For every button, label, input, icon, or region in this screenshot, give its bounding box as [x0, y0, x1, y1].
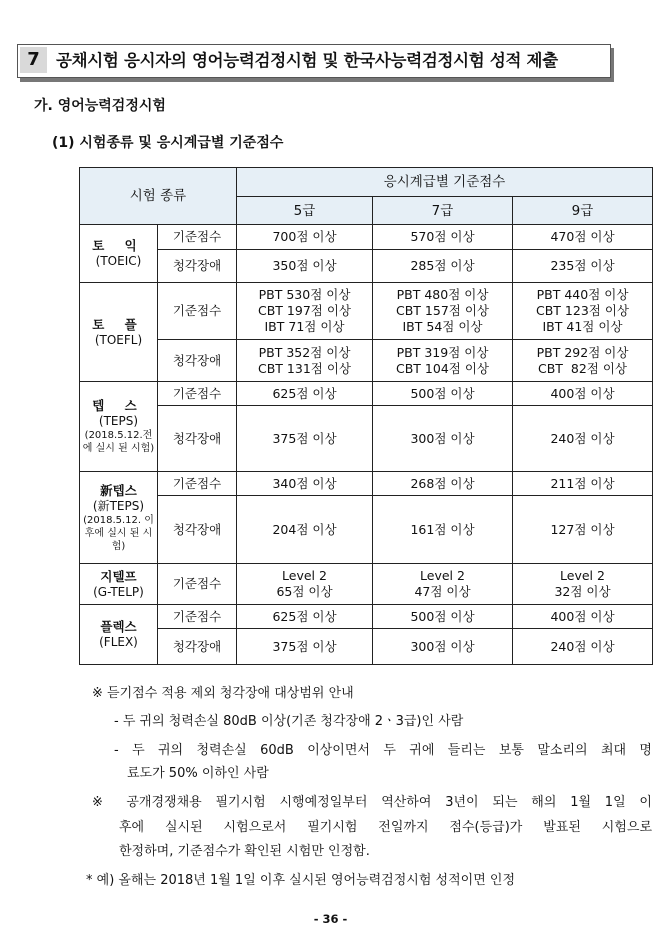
score-line: CBT 104점 이상 — [396, 360, 489, 376]
exam-teps — [80, 382, 158, 472]
note-hearing-item-2-line2: 료도가 50% 이하인 사람 — [127, 766, 269, 781]
exam-flex — [80, 605, 158, 665]
exam-sub: (TEPS) — [98, 414, 139, 428]
subsection-title: 가. 영어능력검정시험 — [34, 98, 166, 114]
score-table — [79, 167, 653, 665]
score-line: PBT 530점 이상 — [258, 287, 351, 302]
note-exam-validity-line1: ※ 공개경쟁채용 필기시험 시행예정일부터 역산하여 3년이 되는 해의 1월 1일 이 — [92, 795, 652, 810]
score-line: PBT 292점 이상 — [536, 344, 629, 360]
exam-toefl — [80, 283, 158, 382]
score-line: CBT 123점 이상 — [536, 303, 629, 318]
score-line: PBT 480점 이상 — [396, 287, 489, 302]
subsubsection-title: (1) 시험종류 및 응시계급별 기준점수 — [52, 135, 284, 151]
score-cell: 161점 이상 — [373, 496, 513, 564]
score-cell: 400점 이상 — [513, 605, 653, 629]
score-line: IBT 41점 이상 — [542, 319, 623, 334]
label-standard: 기준점수 — [158, 472, 237, 496]
score-cell: 570점 이상 — [373, 225, 513, 250]
exam-note: (2018.5.12. 이후에 실시 된 시험) — [83, 514, 154, 552]
score-line: IBT 71점 이상 — [264, 319, 345, 334]
score-cell: 300점 이상 — [373, 406, 513, 472]
score-line: Level 2 — [420, 568, 465, 583]
page-number: - 36 - — [313, 912, 348, 926]
note-hearing-title: ※ 듣기점수 적용 제외 청각장애 대상범위 안내 — [92, 686, 354, 701]
score-line: PBT 440점 이상 — [536, 287, 629, 302]
score-cell — [373, 564, 513, 605]
label-standard: 기준점수 — [158, 605, 237, 629]
score-cell: 700점 이상 — [237, 225, 373, 250]
note-example: * 예) 올해는 2018년 1월 1일 이후 실시된 영어능력검정시험 성적이면 인정 — [86, 873, 516, 888]
exam-name: 플렉스 — [100, 619, 137, 634]
label-hearing: 청각장애 — [158, 406, 237, 472]
section-header — [17, 44, 611, 78]
header-grade-7: 7급 — [373, 197, 513, 225]
score-line: PBT 352점 이상 — [258, 344, 351, 360]
score-cell — [513, 340, 653, 382]
score-cell: 240점 이상 — [513, 629, 653, 665]
score-cell: 240점 이상 — [513, 406, 653, 472]
section-number: 7 — [20, 47, 47, 73]
note-hearing-item-2-line1: - 두 귀의 청력손실 60dB 이상이면서 두 귀에 들리는 보통 말소리의 최대 명 — [114, 743, 652, 758]
score-line: IBT 54점 이상 — [402, 319, 483, 334]
score-cell: 625점 이상 — [237, 382, 373, 406]
label-standard: 기준점수 — [158, 225, 237, 250]
score-cell: 340점 이상 — [237, 472, 373, 496]
score-cell — [513, 283, 653, 340]
score-cell: 204점 이상 — [237, 496, 373, 564]
header-grade-9: 9급 — [513, 197, 653, 225]
label-hearing: 청각장애 — [158, 340, 237, 382]
score-cell — [513, 564, 653, 605]
score-line: 32점 이상 — [554, 584, 611, 599]
label-hearing: 청각장애 — [158, 496, 237, 564]
score-cell — [373, 283, 513, 340]
exam-sub: (新TEPS) — [92, 498, 145, 513]
exam-name: 토 플 — [92, 316, 145, 332]
exam-toeic — [80, 225, 158, 283]
score-cell: 300점 이상 — [373, 629, 513, 665]
score-cell: 268점 이상 — [373, 472, 513, 496]
exam-sub: (TOEFL) — [94, 332, 143, 347]
exam-new-teps — [80, 472, 158, 564]
note-exam-validity-line2: 후에 실시된 시험으로서 필기시험 전일까지 점수(등급)가 발표된 시험으로 — [119, 820, 652, 835]
label-hearing: 청각장애 — [158, 250, 237, 283]
score-line: CBT 82점 이상 — [538, 360, 627, 376]
exam-name: 지텔프 — [100, 568, 137, 584]
score-cell: 211점 이상 — [513, 472, 653, 496]
score-line: 47점 이상 — [414, 584, 471, 599]
exam-sub: (TOEIC) — [95, 254, 142, 268]
score-line: 65점 이상 — [276, 584, 333, 599]
exam-name: 토 익 — [92, 238, 145, 253]
label-standard: 기준점수 — [158, 382, 237, 406]
score-cell — [237, 564, 373, 605]
score-cell: 625점 이상 — [237, 605, 373, 629]
score-cell: 285점 이상 — [373, 250, 513, 283]
score-cell: 235점 이상 — [513, 250, 653, 283]
exam-gtelp — [80, 564, 158, 605]
score-cell: 500점 이상 — [373, 605, 513, 629]
label-standard: 기준점수 — [158, 283, 237, 340]
header-grade-5: 5급 — [237, 197, 373, 225]
score-line: Level 2 — [282, 568, 327, 583]
exam-sub: (G-TELP) — [93, 584, 144, 599]
header-grade-group: 응시계급별 기준점수 — [237, 168, 653, 197]
score-cell: 375점 이상 — [237, 629, 373, 665]
score-cell: 500점 이상 — [373, 382, 513, 406]
exam-name: 新텝스 — [100, 482, 137, 498]
score-cell: 470점 이상 — [513, 225, 653, 250]
score-cell — [237, 340, 373, 382]
score-cell: 350점 이상 — [237, 250, 373, 283]
header-exam-type: 시험 종류 — [80, 168, 237, 225]
score-line: Level 2 — [560, 568, 605, 583]
note-hearing-item-1: - 두 귀의 청력손실 80dB 이상(기존 청각장애 2ㆍ3급)인 사람 — [114, 714, 464, 729]
score-line: CBT 197점 이상 — [258, 303, 351, 318]
exam-sub: (FLEX) — [99, 635, 138, 649]
score-cell — [373, 340, 513, 382]
exam-note: (2018.5.12.전 에 실시 된 시험) — [82, 430, 155, 454]
score-line: CBT 131점 이상 — [258, 360, 351, 376]
score-line: PBT 319점 이상 — [396, 344, 489, 360]
score-cell: 400점 이상 — [513, 382, 653, 406]
note-exam-validity-line3: 한정하며, 기준점수가 확인된 시험만 인정함. — [119, 844, 370, 859]
label-standard: 기준점수 — [158, 564, 237, 605]
score-cell: 375점 이상 — [237, 406, 373, 472]
score-cell — [237, 283, 373, 340]
exam-name: 텝 스 — [92, 398, 145, 413]
score-line: CBT 157점 이상 — [396, 303, 489, 318]
score-cell: 127점 이상 — [513, 496, 653, 564]
label-hearing: 청각장애 — [158, 629, 237, 665]
section-title: 공채시험 응시자의 영어능력검정시험 및 한국사능력검정시험 성적 제출 — [56, 51, 558, 70]
